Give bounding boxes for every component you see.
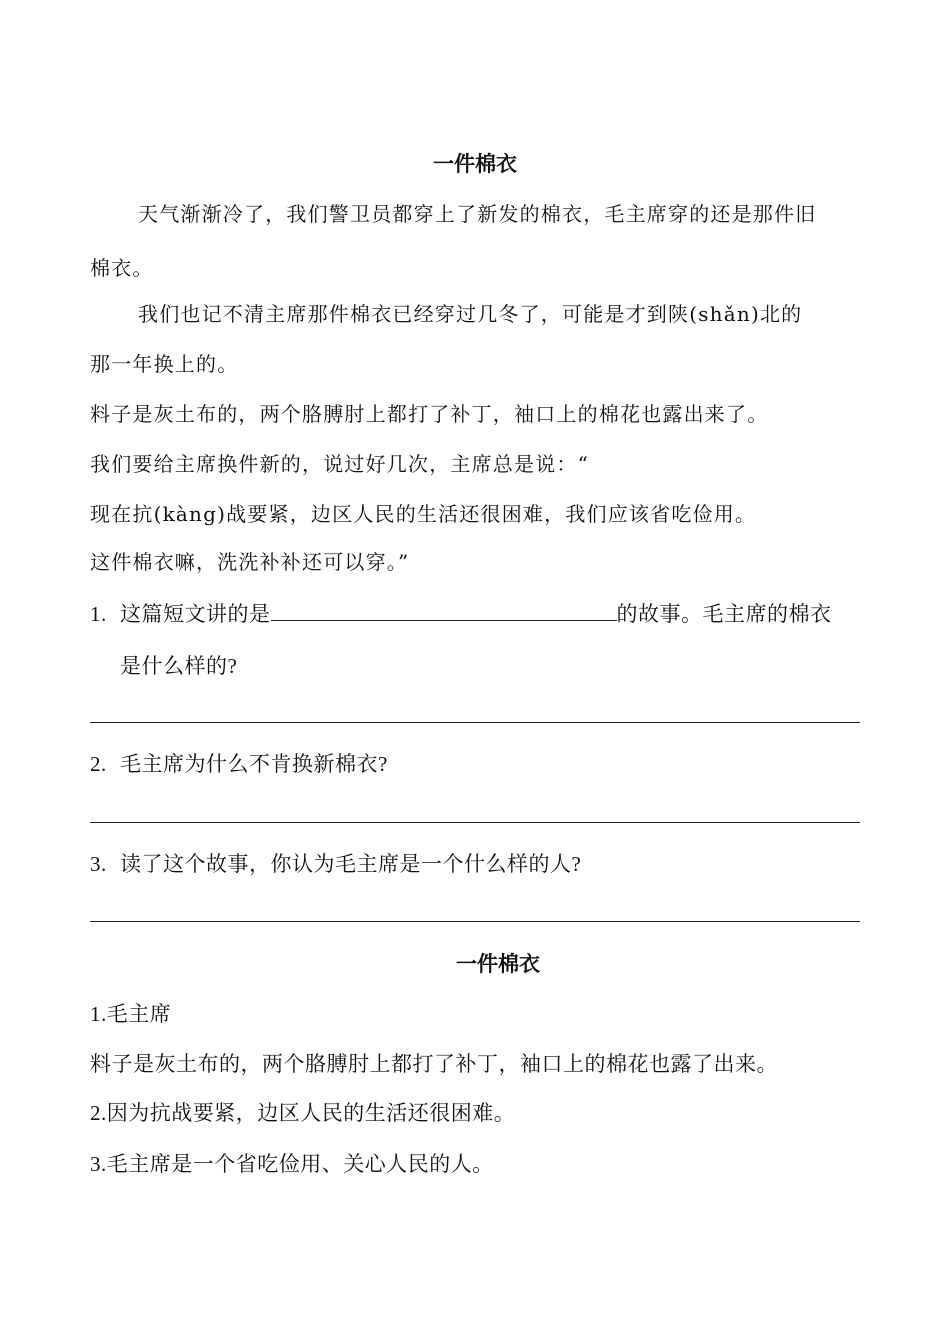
passage-line-3: 我们也记不清主席那件棉衣已经穿过几冬了，可能是才到陕(shǎn)北的: [138, 302, 803, 326]
passage-line-2: 棉衣。: [90, 256, 154, 280]
answer-key-line-2: 料子是灰土布的，两个胳膊肘上都打了补丁，袖口上的棉花也露了出来。: [90, 1052, 778, 1076]
question-text: 毛主席为什么不肯换新棉衣?: [120, 752, 388, 776]
answer-line-1[interactable]: [90, 722, 860, 723]
question-1-continuation: 是什么样的?: [120, 654, 238, 678]
passage-line-4: 那一年换上的。: [90, 352, 239, 376]
answer-line-3[interactable]: [90, 921, 860, 922]
passage-line-1: 天气渐渐冷了，我们警卫员都穿上了新发的棉衣，毛主席穿的还是那件旧: [138, 202, 817, 226]
answer-key-title: 一件棉衣: [456, 952, 540, 976]
question-number: 2.: [90, 752, 107, 776]
question-3: [90, 850, 581, 878]
answer-key-line-4: 3.毛主席是一个省吃俭用、关心人民的人。: [90, 1152, 494, 1176]
question-text: 这篇短文讲的是: [120, 602, 271, 626]
fill-in-blank[interactable]: [271, 600, 617, 621]
passage-line-7: 现在抗(kàng)战要紧，边区人民的生活还很困难，我们应该省吃俭用。: [90, 502, 757, 526]
question-text: 读了这个故事，你认为毛主席是一个什么样的人?: [120, 852, 582, 876]
passage-line-6: 我们要给主席换件新的，说过好几次，主席总是说：“: [90, 452, 590, 476]
question-1: [90, 600, 832, 628]
answer-key-line-3: 2.因为抗战要紧，边区人民的生活还很困难。: [90, 1101, 516, 1125]
passage-line-5: 料子是灰土布的，两个胳膊肘上都打了补丁，袖口上的棉花也露出来了。: [90, 402, 769, 426]
answer-key-line-1: 1.毛主席: [90, 1002, 172, 1026]
passage-title: 一件棉衣: [433, 152, 517, 176]
answer-line-2[interactable]: [90, 822, 860, 823]
question-text: 的故事。毛主席的棉衣: [616, 602, 832, 626]
question-number: 3.: [90, 852, 107, 876]
question-number: 1.: [90, 602, 107, 626]
question-2: [90, 750, 388, 778]
passage-line-8: 这件棉衣嘛，洗洗补补还可以穿。”: [90, 550, 410, 574]
